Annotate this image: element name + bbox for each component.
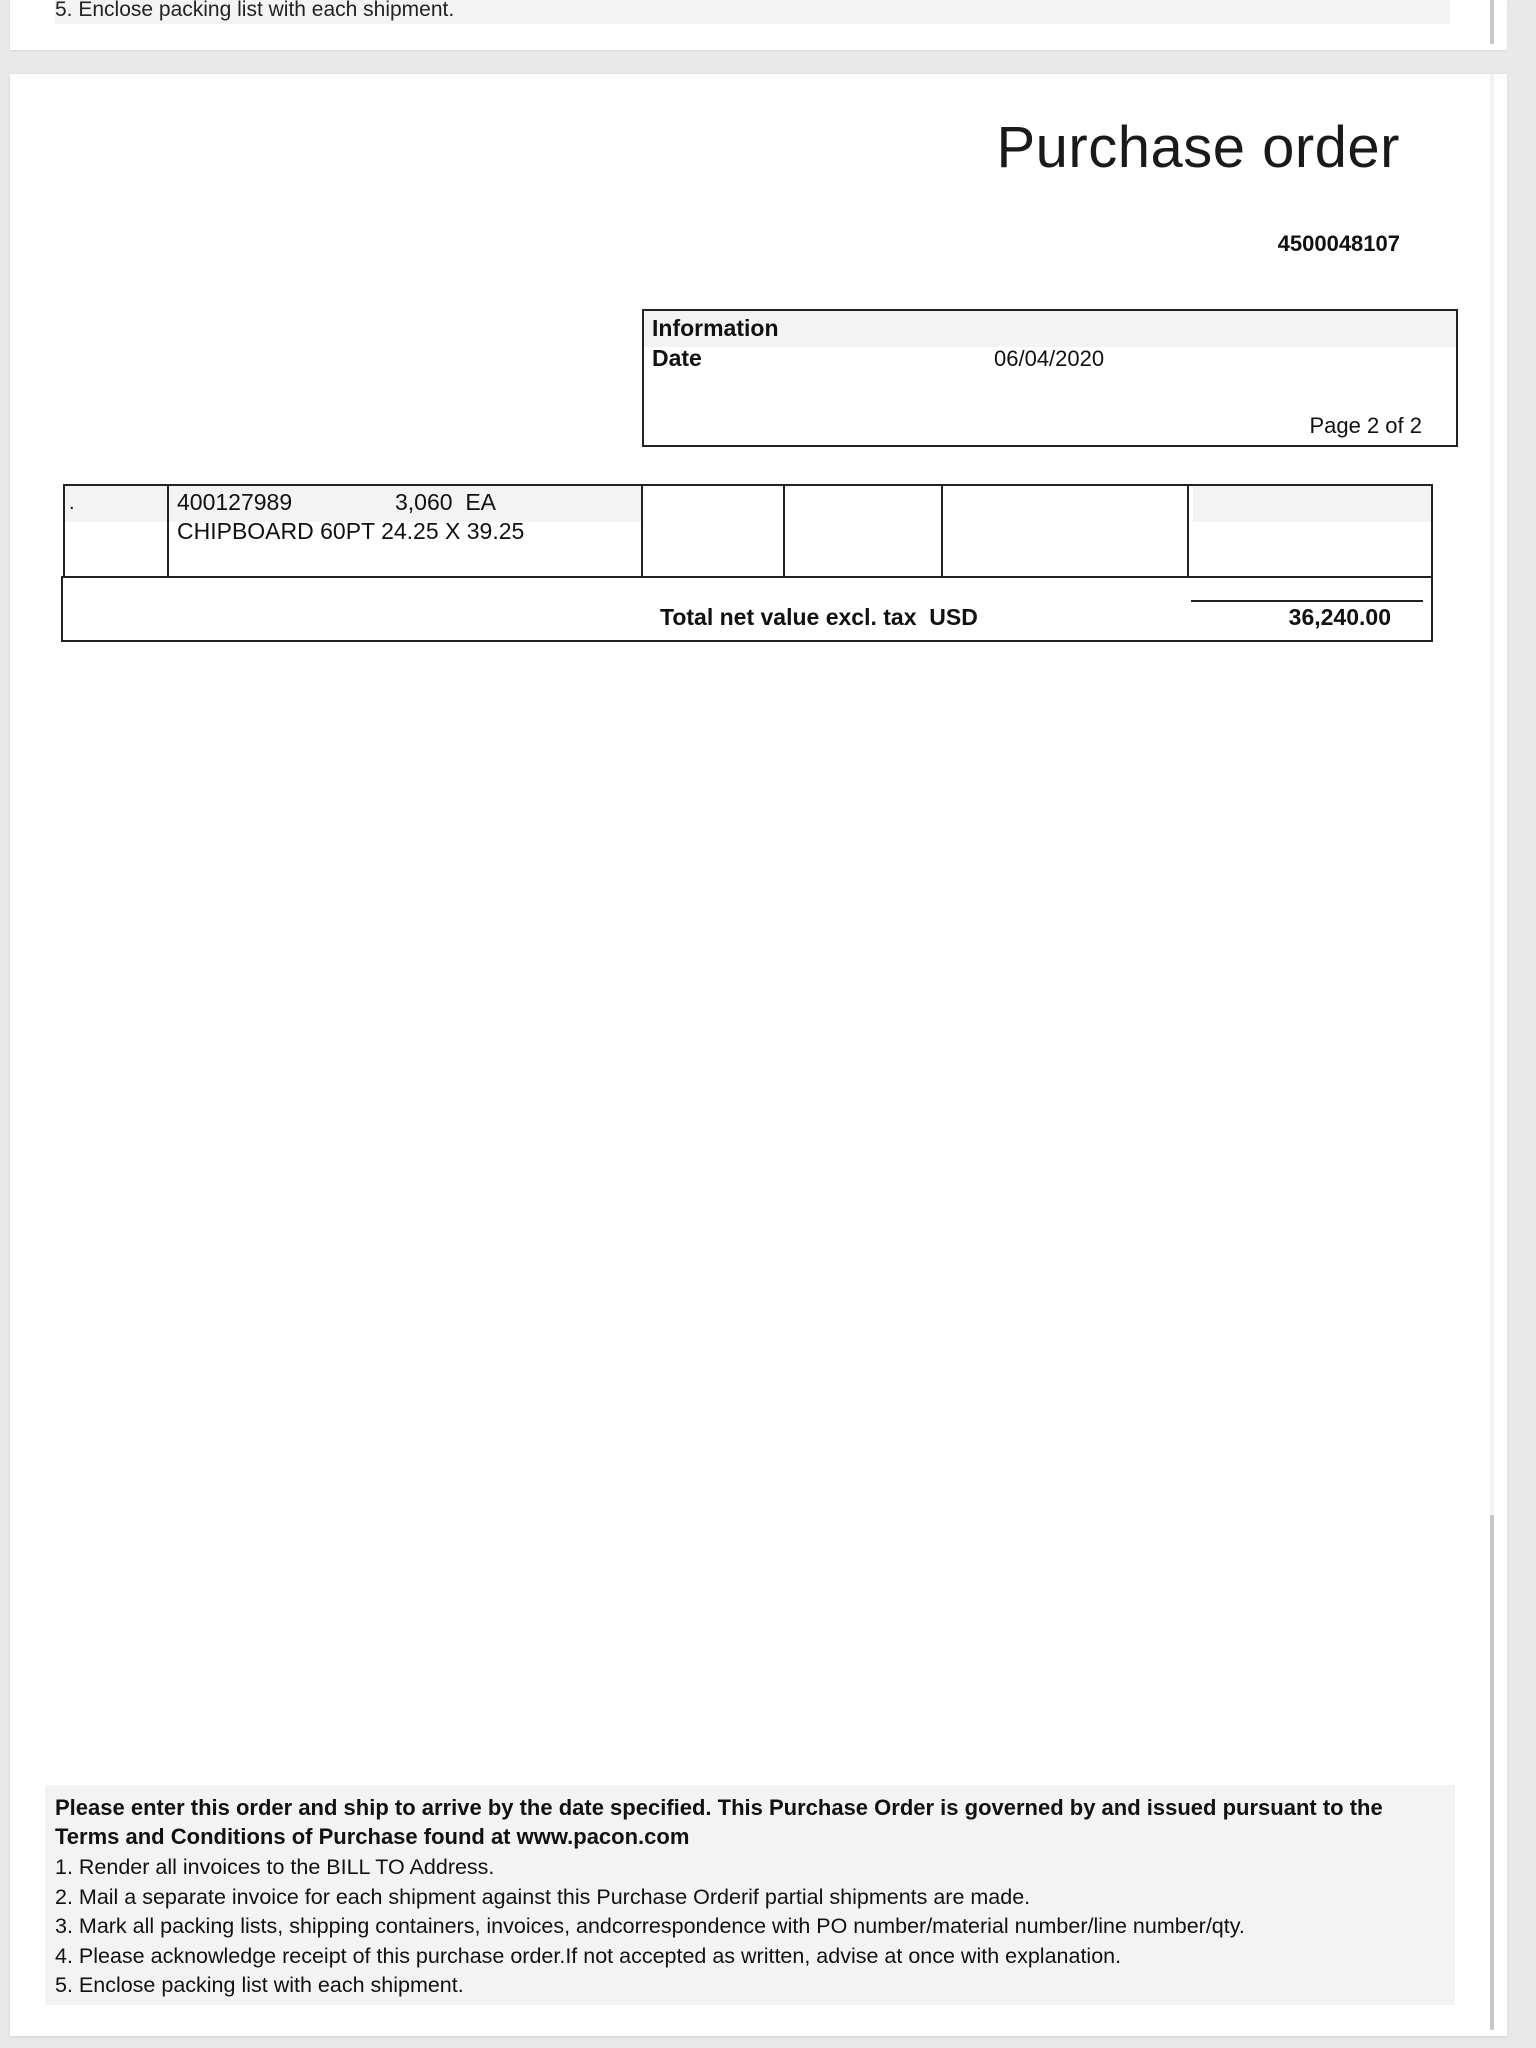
total-value: 36,240.00 xyxy=(1288,604,1391,630)
instructions-list xyxy=(55,1853,1245,2001)
terms-footer xyxy=(45,1785,1455,2005)
column-divider xyxy=(641,486,643,576)
page-indicator: Page 2 of 2 xyxy=(1309,413,1422,438)
po-number: 4500048107 xyxy=(1277,231,1400,256)
scrollbar-thumb[interactable] xyxy=(1490,1515,1494,2030)
list-item: 2. Mail a separate invoice for each shipment against this Purchase Orderif partial shipments are made. xyxy=(55,1884,1031,1909)
information-box xyxy=(642,309,1458,447)
line-item-value-shading xyxy=(1193,486,1431,522)
total-label: Total net value excl. tax USD xyxy=(660,604,978,630)
list-item: 5. Enclose packing list with each shipment. xyxy=(55,1973,464,1997)
item-description: CHIPBOARD 60PT 24.25 X 39.25 xyxy=(177,518,525,544)
line-item-shading xyxy=(65,486,641,522)
list-item: 4. Please acknowledge receipt of this purchase order.If not accepted as written, advise at once with explanation. xyxy=(55,1943,1122,1968)
total-row xyxy=(61,576,1433,642)
total-rule xyxy=(1191,600,1423,602)
list-item: 1. Render all invoices to the BILL TO Address. xyxy=(55,1855,495,1879)
previous-page-fragment xyxy=(10,0,1507,50)
line-item-marker: . xyxy=(69,492,75,514)
column-divider xyxy=(167,486,169,576)
line-item-table xyxy=(63,484,1433,578)
terms-statement: Please enter this order and ship to arrive by the date specified. This Purchase Order is governed by and issued pursuant to the Terms and Conditions of Purchase found at www.pacon.com xyxy=(55,1795,1383,1849)
list-item: 3. Mark all packing lists, shipping containers, invoices, andcorrespondence with PO number/material number/line number/qty. xyxy=(55,1914,1245,1938)
document-title: Purchase order xyxy=(996,115,1400,180)
quantity: 3,060 EA xyxy=(395,489,497,515)
column-divider xyxy=(941,486,943,576)
information-heading: Information xyxy=(652,315,779,341)
column-divider xyxy=(783,486,785,576)
date-value: 06/04/2020 xyxy=(994,346,1105,371)
column-divider xyxy=(1187,486,1189,576)
previous-page-scrollbar xyxy=(1490,0,1494,44)
document-page xyxy=(10,74,1507,2036)
previous-page-last-line: 5. Enclose packing list with each shipment. xyxy=(55,0,455,21)
material-number: 400127989 xyxy=(177,489,293,515)
date-label: Date xyxy=(652,345,702,371)
